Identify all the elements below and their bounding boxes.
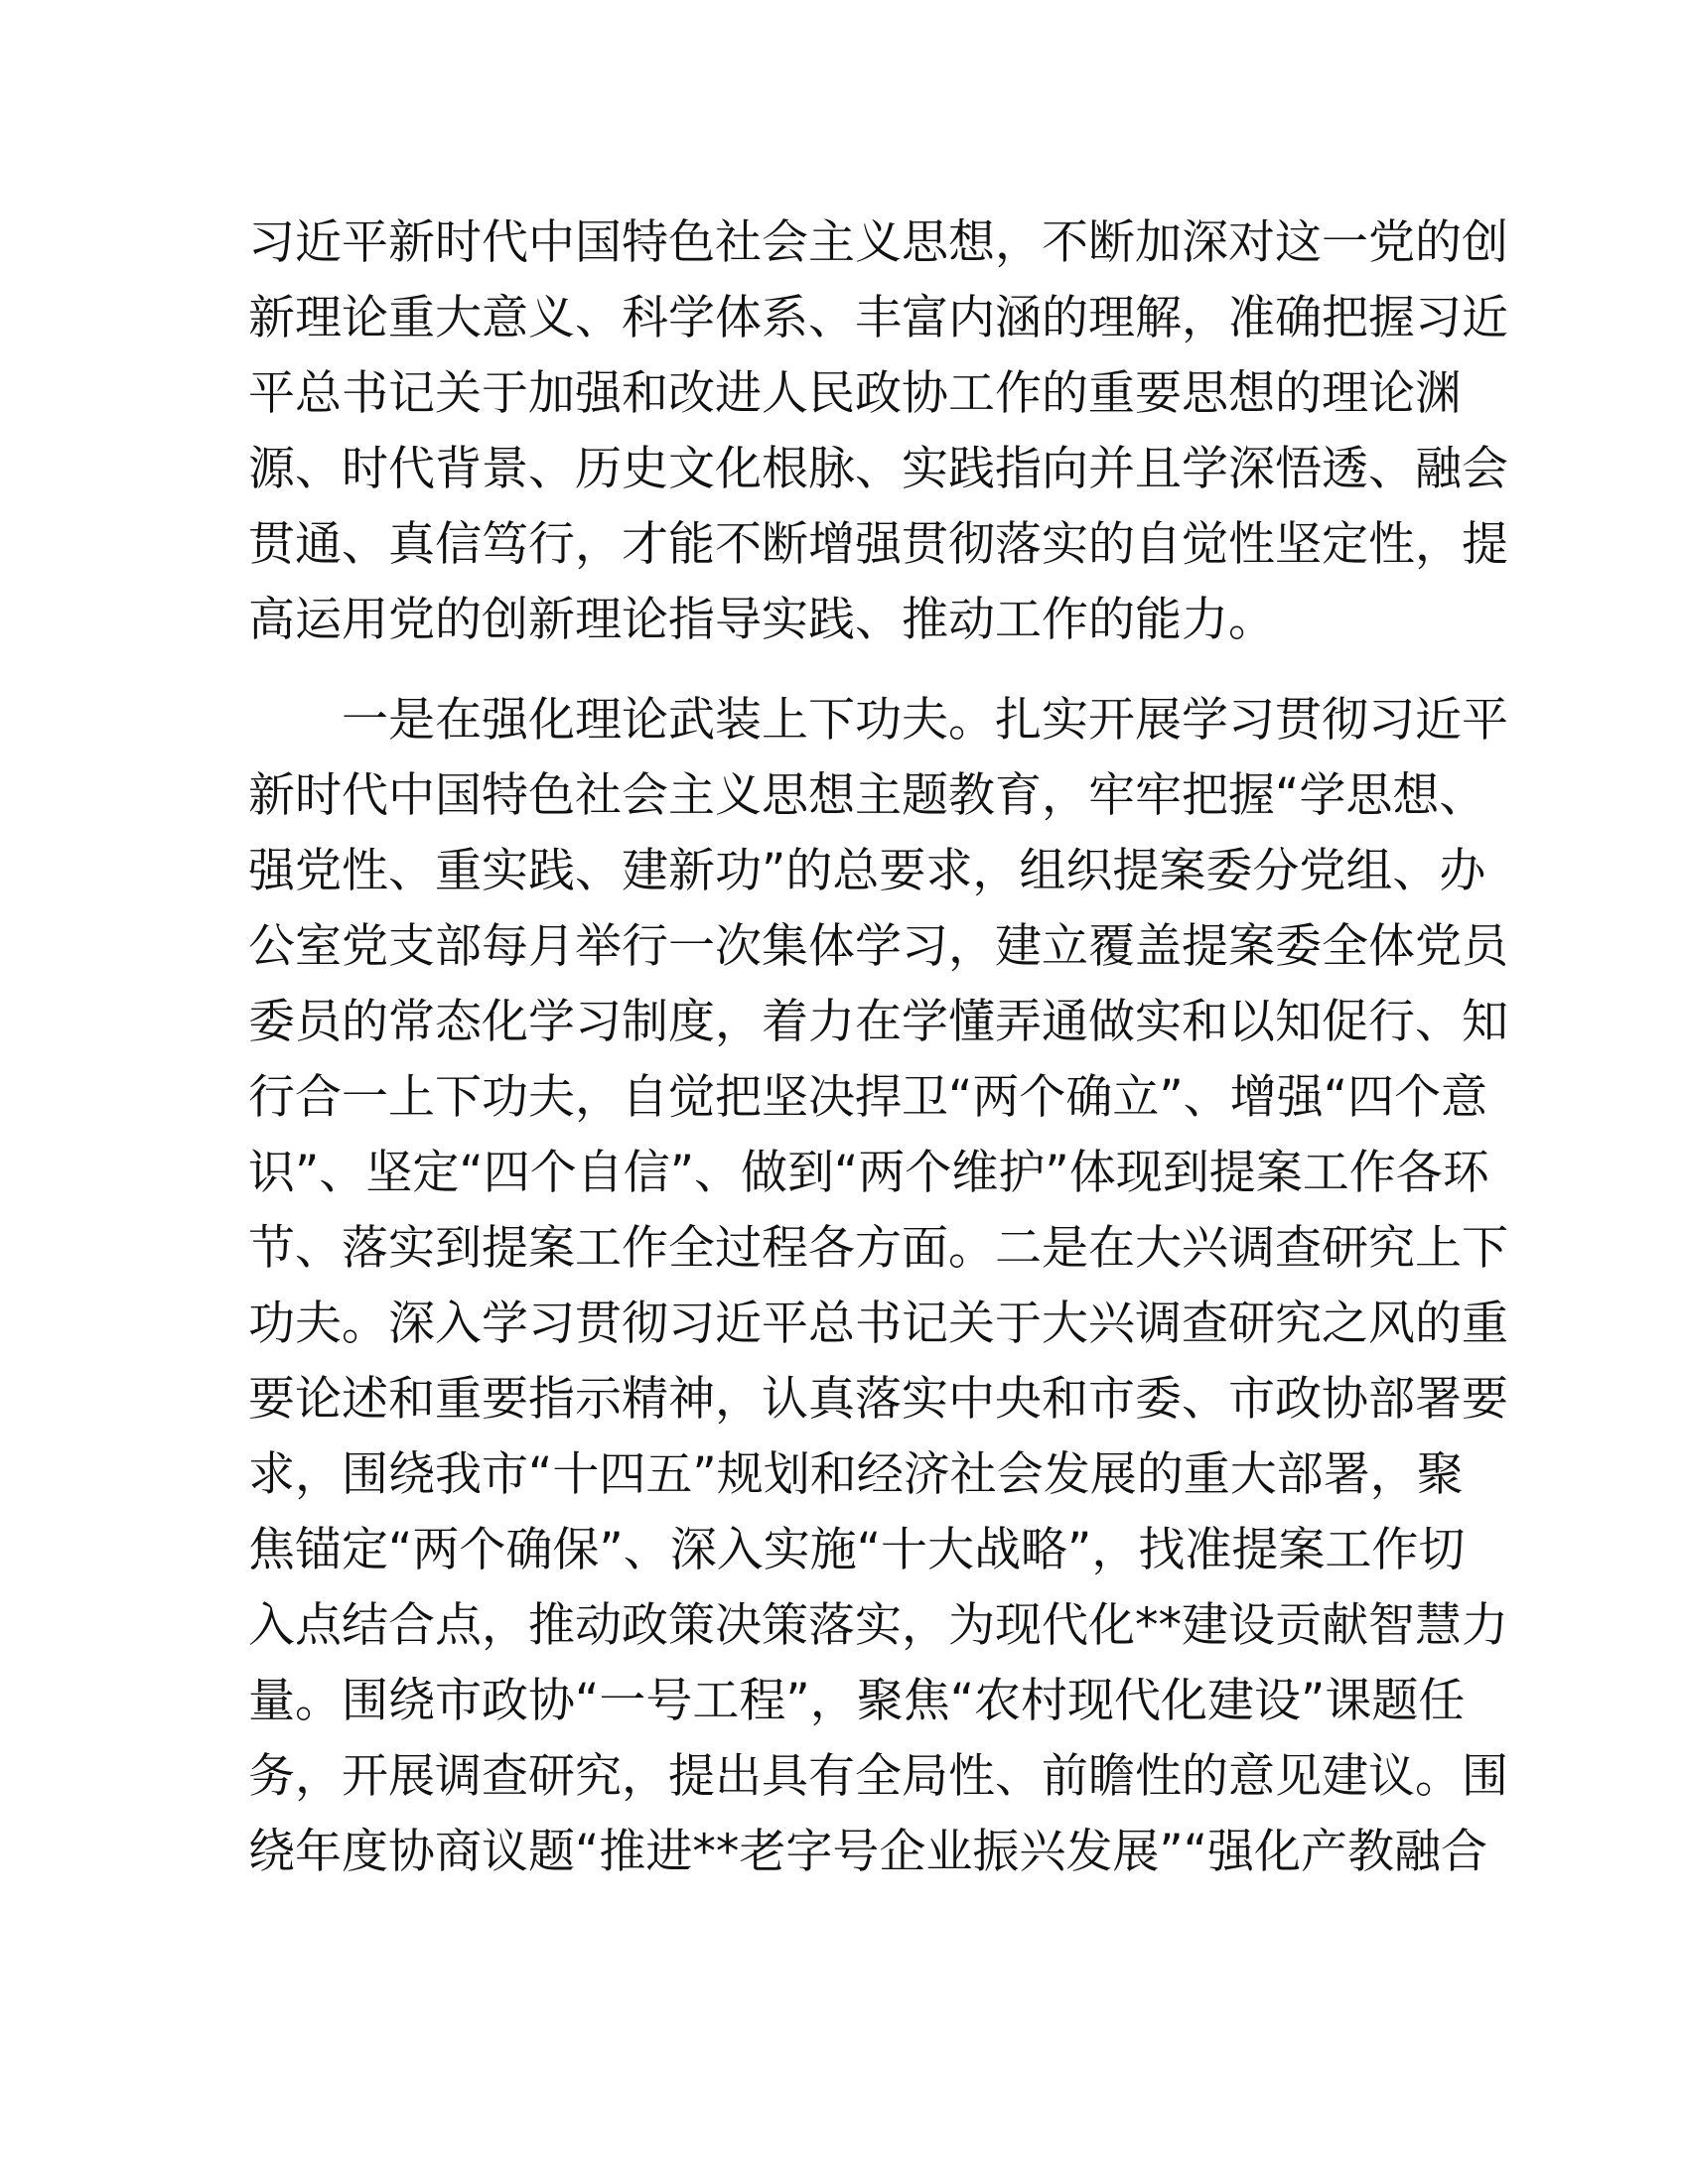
text-line: 一是在强化理论武装上下功夫。扎实开展学习贯彻习近平 (248, 693, 1508, 748)
text-line: 高运用党的创新理论指导实践、推动工作的能力。 (248, 593, 1275, 647)
document-body (248, 205, 1508, 1890)
paragraph-2 (248, 683, 1508, 1890)
text-line: 功夫。深入学习贯彻习近平总书记关于大兴调查研究之风的重 (248, 1297, 1508, 1351)
text-line: 绕年度协商议题“推进**老字号企业振兴发展”“强化产教融合 (248, 1825, 1488, 1879)
text-line: 源、时代背景、历史文化根脉、实践指向并且学深悟透、融会 (248, 442, 1508, 496)
text-line: 节、落实到提案工作全过程各方面。二是在大兴调查研究上下 (248, 1221, 1508, 1276)
paragraph-gap (248, 658, 1450, 683)
text-line: 务，开展调查研究，提出具有全局性、前瞻性的意见建议。围 (248, 1749, 1508, 1804)
text-line: 新理论重大意义、科学体系、丰富内涵的理解，准确把握习近 (248, 291, 1508, 345)
text-line: 量。围绕市政协“一号工程”，聚焦“农村现代化建设”课题任 (248, 1674, 1466, 1728)
paragraph-1 (248, 205, 1508, 658)
text-line: 要论述和重要指示精神，认真落实中央和市委、市政协部署要 (248, 1372, 1508, 1427)
text-line: 委员的常态化学习制度，着力在学懂弄通做实和以知促行、知 (248, 995, 1508, 1049)
text-line: 新时代中国特色社会主义思想主题教育，牢牢把握“学思想、 (248, 768, 1486, 823)
text-line: 识”、坚定“四个自信”、做到“两个维护”体现到提案工作各环 (248, 1146, 1489, 1200)
text-line: 行合一上下功夫，自觉把坚决捍卫“两个确立”、增强“四个意 (248, 1070, 1488, 1125)
text-line: 求，围绕我市“十四五”规划和经济社会发展的重大部署，聚 (248, 1447, 1464, 1502)
text-line: 平总书记关于加强和改进人民政协工作的重要思想的理论渊 (248, 366, 1462, 421)
text-line: 入点结合点，推动政策决策落实，为现代化**建设贡献智慧力 (248, 1598, 1508, 1653)
text-line: 贯通、真信笃行，才能不断增强贯彻落实的自觉性坚定性，提 (248, 517, 1508, 572)
text-line: 焦锚定“两个确保”、深入实施“十大战略”，找准提案工作切 (248, 1523, 1466, 1577)
text-line: 习近平新时代中国特色社会主义思想，不断加深对这一党的创 (248, 215, 1508, 270)
text-line: 公室党支部每月举行一次集体学习，建立覆盖提案委全体党员 (248, 919, 1508, 974)
text-line: 强党性、重实践、建新功”的总要求，组织提案委分党组、办 (248, 844, 1486, 898)
